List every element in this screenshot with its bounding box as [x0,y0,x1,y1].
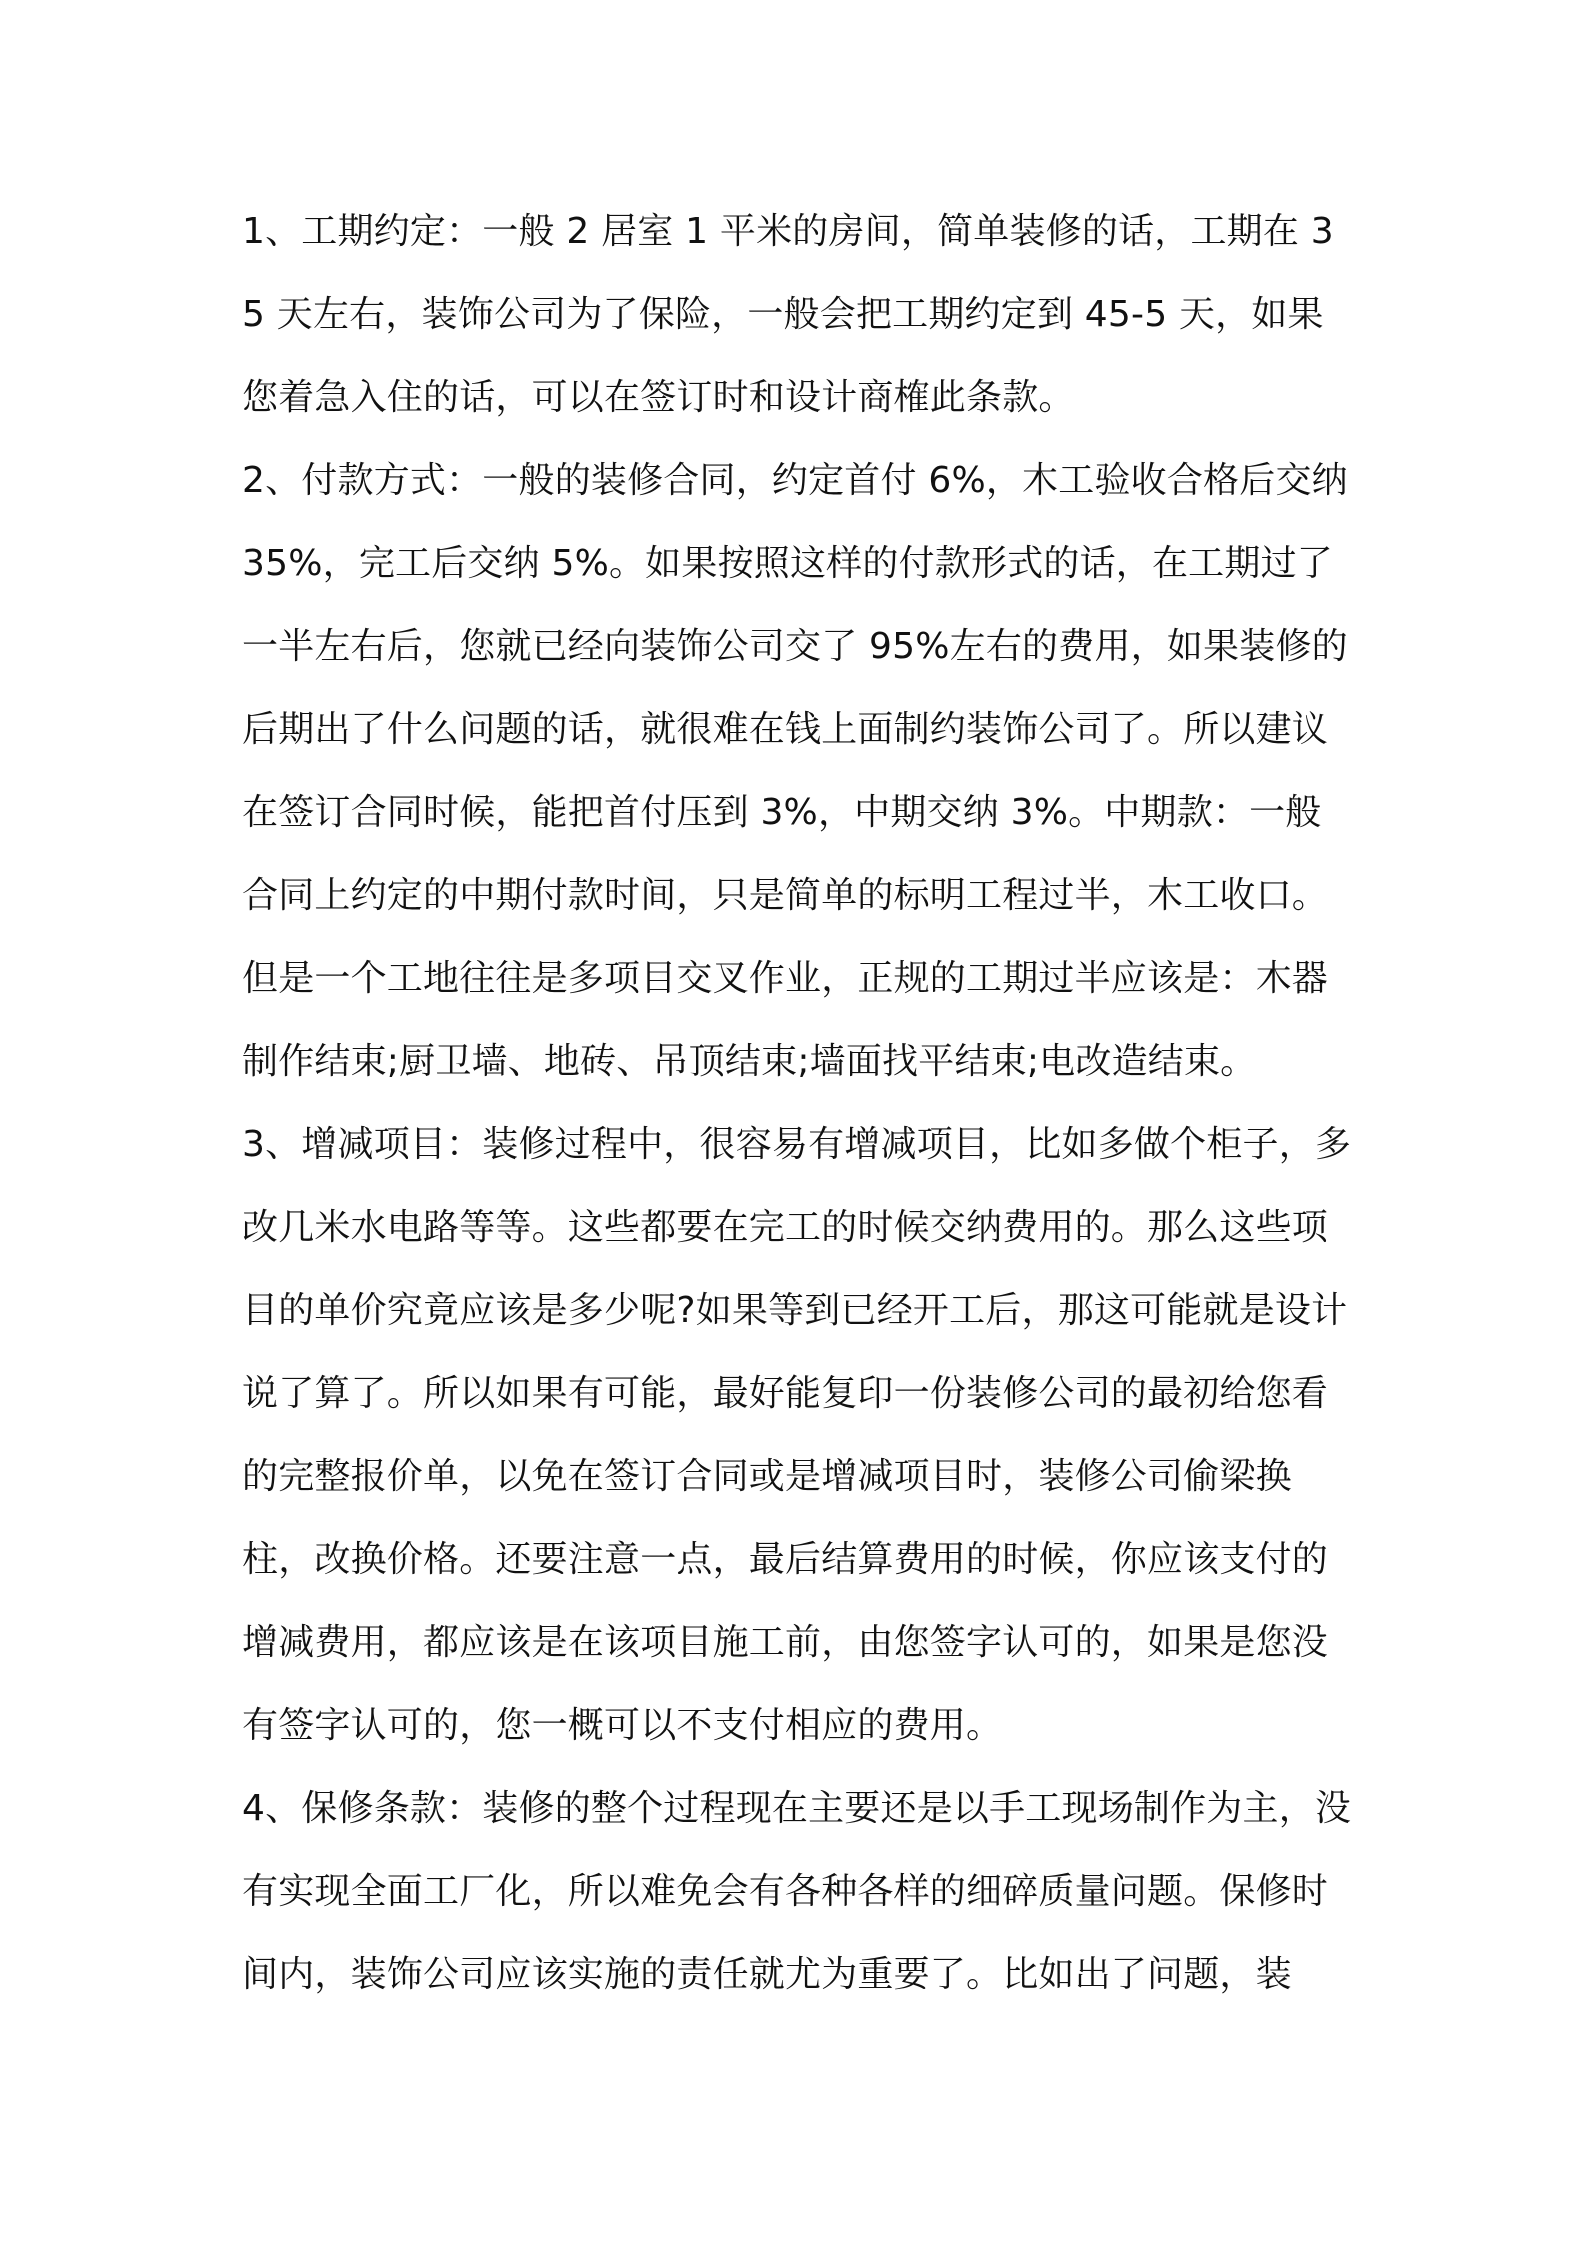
document-body [242,190,1352,2016]
paragraph-warranty: 4、保修条款：装修的整个过程现在主要还是以手工现场制作为主，没有实现全面工厂化，所以难免会有各种各样的细碎质量问题。保修时间内，装饰公司应该实施的责任就尤为重要了。比如出了问题，装 [242,1788,1352,1995]
paragraph-schedule: 1、工期约定：一般 2 居室 1 平米的房间，简单装修的话，工期在 35 天左右，装饰公司为了保险，一般会把工期约定到 45-5 天，如果您着急入住的话，可以在签订时和设计商榷此条款。 [242,211,1334,418]
paragraph-payment: 2、付款方式：一般的装修合同，约定首付 6%，木工验收合格后交纳 35%，完工后交纳 5%。如果按照这样的付款形式的话，在工期过了一半左右后，您就已经向装饰公司交了 95%左右的费用，如果装修的后期出了什么问题的话，就很难在钱上面制约装饰公司了。所以建议在签订合同时候，能把首付压到 3%，中期交纳 3%。中期款：一般合同上约定的中期付款时间，只是简单的标明工程过半，木工收口。但是一个工地往往是多项目交叉作业，正规的工期过半应该是：木器制作结束;厨卫墙、地砖、吊顶结束;墙面找平结束;电改造结束。 [242,460,1348,1082]
paragraph-additions: 3、增减项目：装修过程中，很容易有增减项目，比如多做个柜子，多改几米水电路等等。这些都要在完工的时候交纳费用的。那么这些项目的单价究竟应该是多少呢?如果等到已经开工后，那这可能就是设计说了算了。所以如果有可能，最好能复印一份装修公司的最初给您看的完整报价单，以免在签订合同或是增减项目时，装修公司偷梁换柱，改换价格。还要注意一点，最后结算费用的时候，你应该支付的增减费用，都应该是在该项目施工前，由您签字认可的，如果是您没有签字认可的，您一概可以不支付相应的费用。 [242,1124,1352,1746]
